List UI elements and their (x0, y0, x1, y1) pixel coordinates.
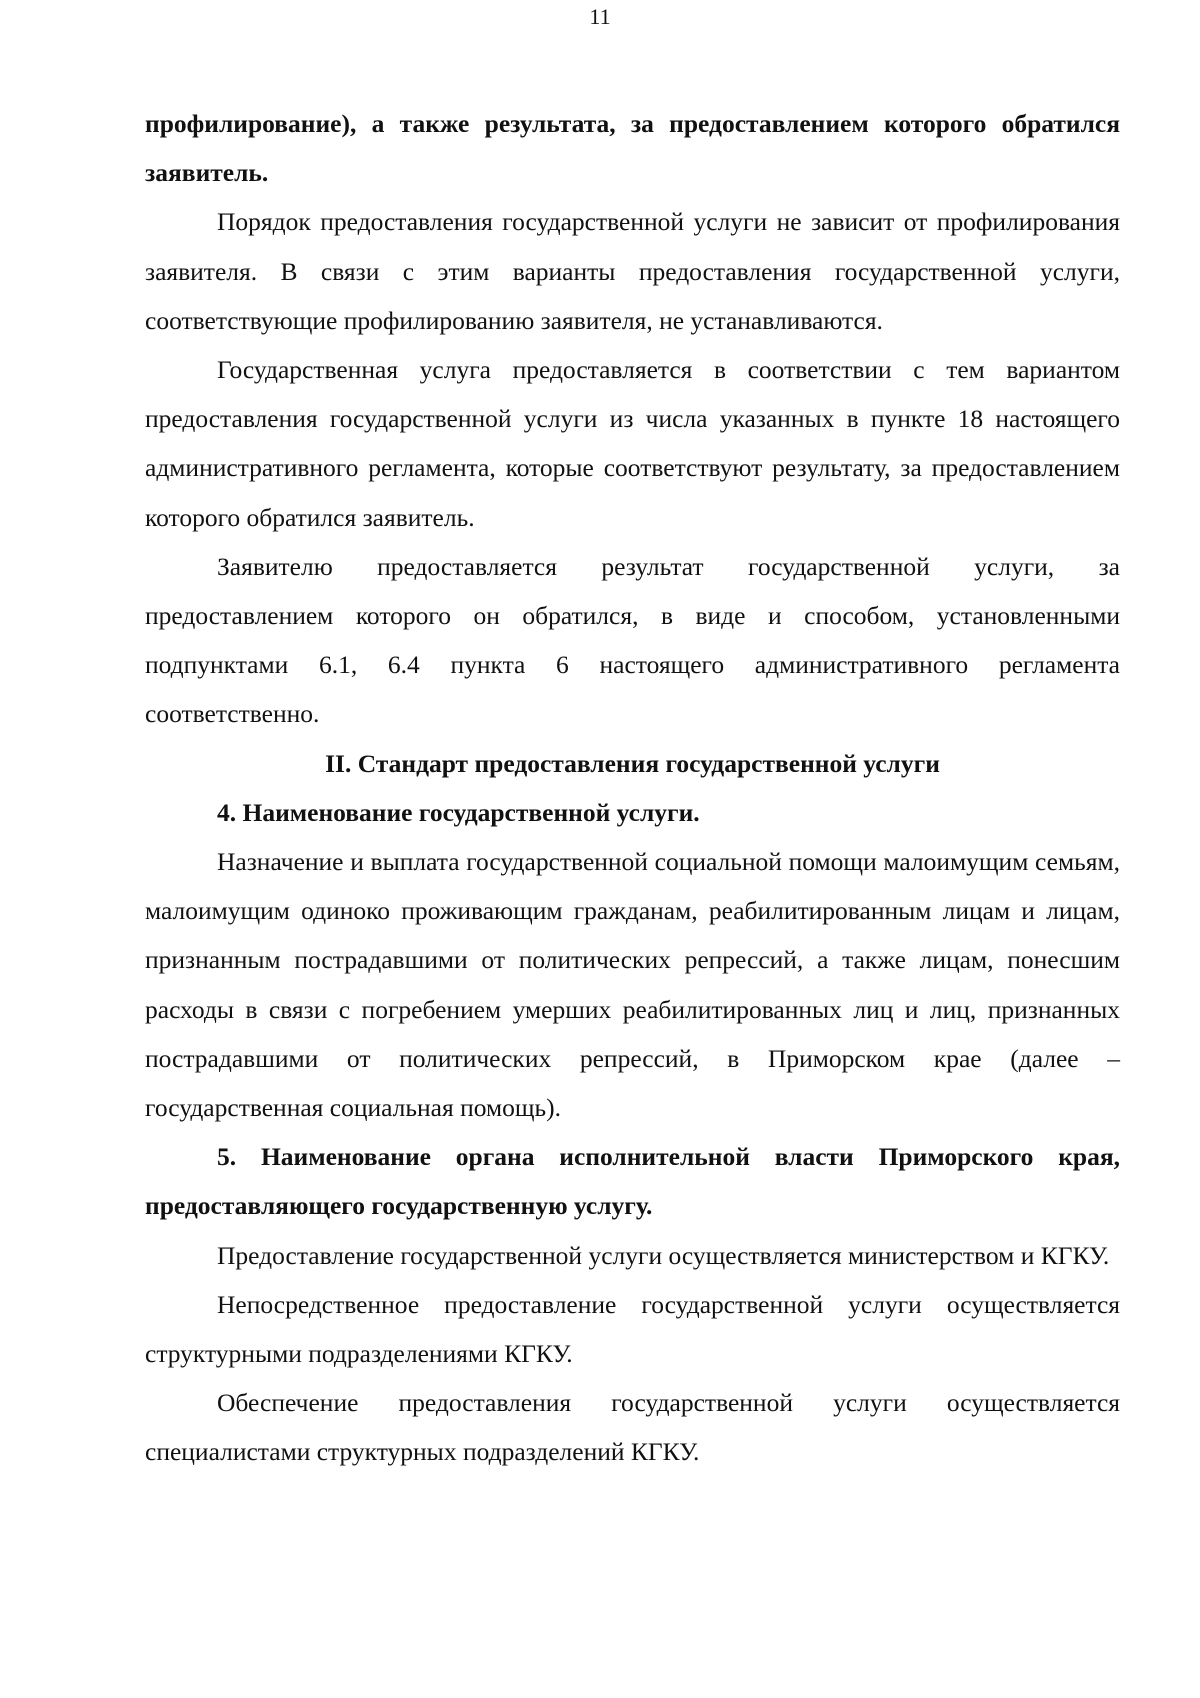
bold-continuation-text: профилирование), а также результата, за предоставлением которого обратился заявитель. (145, 109, 1120, 188)
subheading-authority: 5. Наименование органа исполнительной власти Приморского края, предоставляющего государственную услугу. (145, 1142, 1120, 1221)
paragraph-result: Заявителю предоставляется результат государственной услуги, за предоставлением которого он обратился, в виде и способом, установленными подпунктами 6.1, 6.4 пункта 6 настоящего административного регламента соответственно. (145, 551, 1120, 729)
paragraph-service-variant: Государственная услуга предоставляется в соответствии с тем вариантом предоставления государственной услуги из числа указанных в пункте 18 настоящего административного регламента, которые соответствуют результату, за предоставлением которого обратился заявитель. (145, 355, 1120, 532)
subheading-service-name: 4. Наименование государственной услуги. (217, 797, 700, 827)
paragraph-specialists: Обеспечение предоставления государственной услуги осуществляется специалистами структурных подразделений КГКУ. (145, 1388, 1120, 1467)
section-heading: II. Стандарт предоставления государственной услуги (325, 748, 940, 778)
paragraph-ministry: Предоставление государственной услуги осуществляется министерством и КГКУ. (217, 1240, 1110, 1270)
document-body (145, 99, 1120, 1477)
page-number: 11 (589, 4, 611, 29)
paragraph-profiling: Порядок предоставления государственной услуги не зависит от профилирования заявителя. В связи с этим варианты предоставления государственной услуги, соответствующие профилированию заявителя, не устанавливаются. (145, 207, 1120, 335)
paragraph-direct-provision: Непосредственное предоставление государственной услуги осуществляется структурными подразделениями КГКУ. (145, 1289, 1120, 1369)
paragraph-service-name: Назначение и выплата государственной социальной помощи малоимущим семьям, малоимущим одиноко проживающим гражданам, реабилитированным лицам и лицам, признанным пострадавшими от политических репрессий, а также лицам, понесшим расходы в связи с погребением умерших реабилитированных лиц и лиц, признанных пострадавшими от политических репрессий, в Приморском крае (далее – государственная социальная помощь). (145, 847, 1120, 1123)
